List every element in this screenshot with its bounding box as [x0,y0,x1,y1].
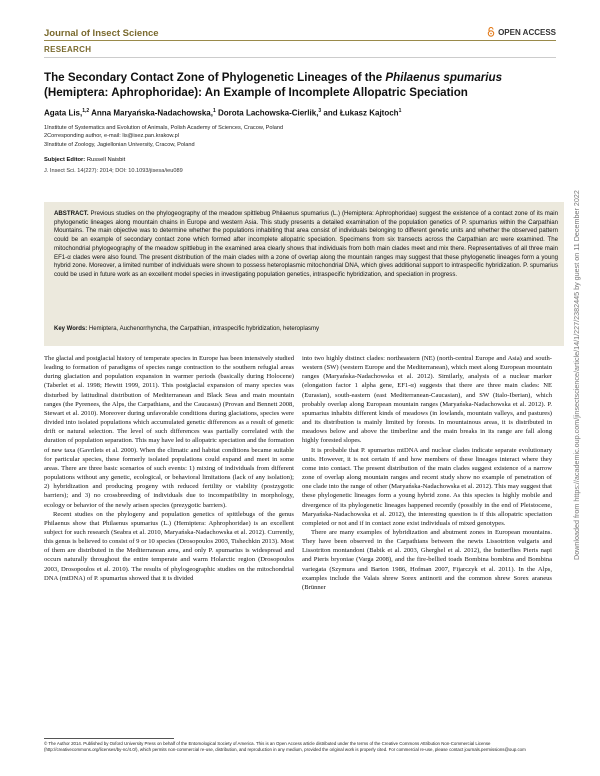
abstract-label: ABSTRACT. [54,210,89,217]
section-label: RESEARCH [44,45,92,54]
footer-rule [44,738,174,739]
body-column-left [44,354,294,734]
article-title: The Secondary Contact Zone of Phylogenetic Lineages of the Philaenus spumarius (Hemiptera: Aphrophoridae): An Example of Incomplete Allopatric Speciation [44,71,503,99]
subject-editor-label: Subject Editor: [44,157,86,163]
author-list: Agata Lis,$^{1,2}$ Anna Maryańska-Nadachowska,$^1$ Dorota Lachowska-Cierlik,$^3$ and Łukasz Kajtoch$^1$ [44,108,402,118]
keywords-text: Hemiptera, Auchenorrhyncha, the Carpathian, intraspecific hybridization, heteroplasmy [88,326,320,332]
affiliation-2[interactable]: 2Corresponding author, e-mail: lis@isez.pan.krakow.pl [44,133,180,140]
keywords [54,326,554,332]
journal-name: Journal of Insect Science [44,28,159,39]
section-rule [44,57,556,58]
open-access-badge [487,27,556,37]
license-footer: © The Author 2014. Published by Oxford University Press on behalf of the Entomological Society of America. This is an Open Access article distributed under the terms of the Creative Commons Attribution Non-Commercial License (http://creativecommons.org/licenses/by-nc/4.0/), which permits non-commercial re-use, distribution, and reproduction in any medium, provided the original work is properly cited. For commercial re-use, please contact journals.permissions@oup.com [44,741,526,753]
affiliations [44,124,544,149]
abstract [54,210,558,280]
abstract-text: Previous studies on the phylogeography of the meadow spittlebug Philaenus spumarius (L.) (Hemiptera: Aphrophoridae) suggest the existence of a contact zone of its main phylogenetic lineages along mountain chains in Europe and western Asia. This study presents a detailed examination of the population genetics of P. spumarius within the Carpathian Mountains. The main objective was to determine whether the populations inhabiting that area consist of individuals belonging to different genetic units and whether the observed pattern could be an example of secondary contact zone which formed after incomplete allopatric speciation. Specimens from six transects across the Carpathian arc were examined. The mitochondrial phylogeography of the meadow spittlebug in the examined area clearly shows that individuals from both main clades meet and mix there. Representatives of all three main EF1-α clades were also found. The present distribution of the main clades with a zone of overlap along the mountain ranges may suggest that these phylogenetic lineages form a young hybrid zone. Moreover, a limited number of individuals were shown to possess heteroplasmic mitochondrial DNA, which gives additional support to intraspecific hybridization. P. spumarius could be used in future work as an excellent model species in investigating population genetics, intraspecific hybridization, and speciation in progress. [54,210,558,278]
open-access-label: OPEN ACCESS [498,27,556,37]
body-column-right [302,354,552,734]
download-watermark: Downloaded from https://academic.oup.com/jinsectscience/article/14/1/227/2382445 by guest on 11 December 2022 [572,190,581,560]
open-access-lock-icon [487,27,495,37]
affiliation-3: 3Institute of Zoology, Jagiellonian University, Cracow, Poland [44,141,195,148]
body-paragraph: The glacial and postglacial history of temperate species in Europe has been intensively studied leading to formation of paradigms of species range contraction to the southern refugial areas during glaciation and population expansion in warmer periods (basically during Holocene) (Taberlet et al. 1998; Hewitt 1999, 2011). This postglacial expansion of many species was disturbed by latitudinal distribution of Mediterranean and Black Seas and main mountain ranges (the Pyrenees, the Alps, the Carpathians, and the Caucasus) (Provan and Bennett 2008, Stewart et al. 2010). Moreover during unfavorable conditions during glaciations, species were divided into isolated populations which accumulated genetic differences as a result of genetic drift or natural selection. The level of such differences was partially correlated with the duration of population separation. This may have led to allopatric speciation and the formation of new taxa (Gavrilets et al. 2000). When the climatic and habitat conditions became suitable for particular species, these formerly isolated populations could expand and meet in some areas. There are three basic scenarios of such events: 1) mixing of individuals from different populations without any genetic, ecological, or behavioral limitations (lack of any isolation); 2) hybridization and producing progeny with reduced fertility or viability (postzygotic barriers); and 3) no crossbreeding of individuals due to incompatibility in morphology, ecology or behavior of the newly arisen species (prezygotic barriers). [44,355,294,509]
header-rule [44,40,556,41]
body-paragraph: There are many examples of hybridization and abutment zones in European mountains. They have been observed in the Carpathians between the newts Lissotriton vulgaris and Lissotriton montandoni (Babik et al. 2003, Gherghel et al. 2012), the butterflies Pieris napi and Pieris bryoniae (Varga 2008), and the fire-bellied toads Bombina bombina and Bombina variegata (Szymura and Barton 1986, Hofman 2007, Fijarczyk et al. 2011). In the Alps, examples include the Valais shrew Sorex antinorii and the common shrew Sorex araneus (Brünner [302,528,552,591]
body-paragraph: It is probable that P. spumarius mtDNA and nuclear clades indicate separate evolutionary units. However, it is not certain if and how members of these lineages interact where they come into contact. The present distribution of the main clades suggest existence of a narrow zone of overlap along mountain ranges and recent study show no example of penetration of one clade into the range of other (Maryańska-Nadachowska et al. 2012). This may suggest that these phylogenetic lineages form a young hybrid zone. As this species is highly mobile and divergence of its phylogenetic lineages happened recently (possibly in the end of Pleistocene, Maryańska-Nadachowska et al. 2012), the interesting question is if this allopatric speciation completed or not and if in contact zone exist individuals of mixed genotypes. [302,446,552,527]
subject-editor [44,157,125,163]
body-paragraph: Recent studies on the phylogeny and population genetics of spittlebugs of the genus Philaenus show that Philaenus spumarius (L.) (Hemiptera: Aphrophoridae) is an excellent subject for such research (Seabra et al. 2010, Maryańska-Nadachowska et al. 2012). Currently, this genus is believed to consist of 9 or 10 species (Drosopoulos 2003, Tishechkin 2013). Most of them are distributed in the Mediterranean area, and only P. spumarius is widespread and occurs naturally throughout the entire temperate and warm Holarctic region (Drosopoulos 2003, Drosopoulos et al. 2010). The results of phylogeographic studies on the mitochondrial DNA (mtDNA) of P. spumarius showed that it is divided [44,510,295,582]
subject-editor-name: Russell Naisbit [86,157,126,163]
affiliation-1: 1Institute of Systematics and Evolution of Animals, Polish Academy of Sciences, Cracow, Poland [44,125,284,131]
body-paragraph: into two highly distinct clades: northeastern (NE) (north-central Europe and Asia) and south-western (SW) (western Europe and the Mediterranean), which meet along European mountain ranges (Maryańska-Nadachowska et al. 2012). Similarly, analysis of a nuclear marker (elongation factor 1 alpha gene, EF1-α) suggests that there are three main clades: NE (Eurasian), south-eastern (east Mediterranean-Caucasian), and SW (Italo-Iberian), which probably overlap along European mountain ranges (Maryańska-Nadachowska et al. 2012). P. spumarius inhabits different kinds of meadows (in lowlands, mountain valleys, and pastures) and its distribution is mainly limited by forests. In mountainous areas, it is distributed in meadows below and above the timberline and the main breaks in its range are fall along highly forested slopes. [302,355,552,445]
citation-line[interactable]: J. Insect Sci. 14(227): 2014; DOI: 10.1093/jisesa/ieu089 [44,168,183,174]
keywords-label: Key Words: [54,326,88,332]
